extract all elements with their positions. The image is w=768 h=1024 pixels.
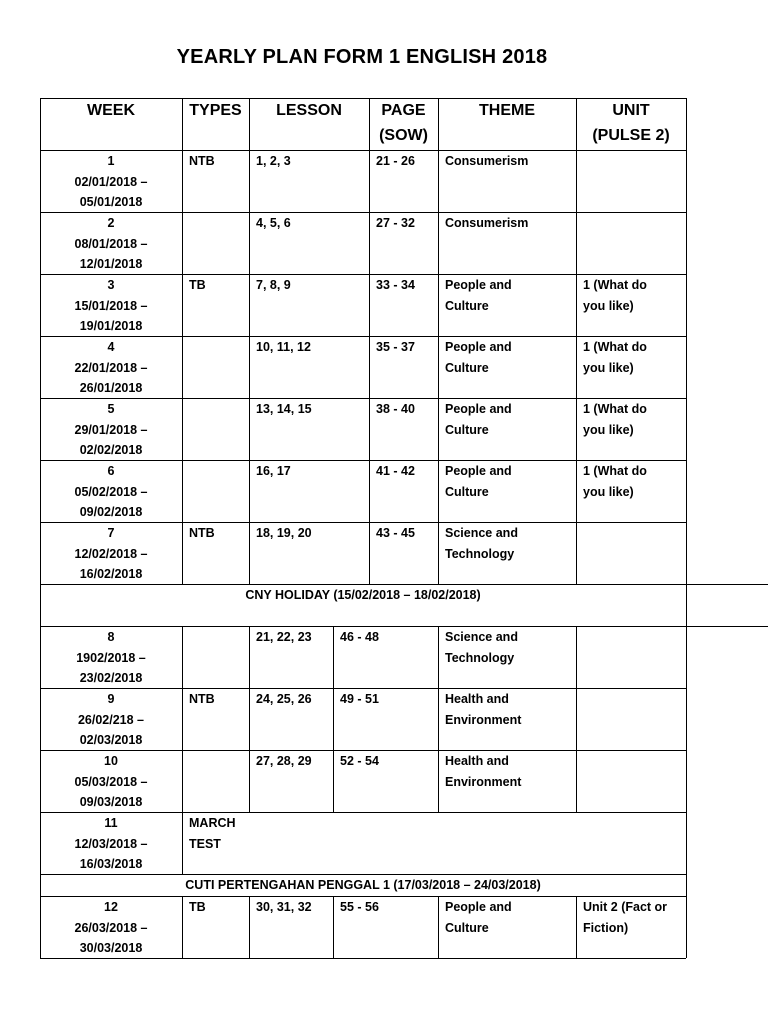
header-unit: UNIT (PULSE 2)	[592, 102, 670, 144]
week-cell: 4 22/01/2018 – 26/01/2018	[74, 340, 148, 395]
theme-cell: People and Culture	[445, 340, 512, 375]
table-border-right	[686, 98, 687, 958]
week-cell: 1 02/01/2018 – 05/01/2018	[74, 154, 148, 209]
types-cell: NTB	[189, 692, 215, 706]
types-cell: MARCH TEST	[189, 816, 236, 851]
page-cell: 21 - 26	[376, 154, 415, 168]
page-cell: 38 - 40	[376, 402, 415, 416]
holiday-banner-cny: CNY HOLIDAY (15/02/2018 – 18/02/2018)	[245, 588, 481, 602]
col-border	[438, 626, 439, 812]
page-cell: 43 - 45	[376, 526, 415, 540]
col-border	[182, 626, 183, 874]
week-cell: 11 12/03/2018 – 16/03/2018	[74, 816, 148, 871]
col-border	[333, 626, 334, 812]
week-cell: 3 15/01/2018 – 19/01/2018	[74, 278, 148, 333]
header-week: WEEK	[87, 102, 135, 119]
page-cell: 46 - 48	[340, 630, 379, 644]
page-cell: 35 - 37	[376, 340, 415, 354]
col-border	[438, 98, 439, 584]
week-cell: 9 26/02/218 – 02/03/2018	[77, 692, 145, 747]
col-border	[576, 98, 577, 584]
lesson-cell: 21, 22, 23	[256, 630, 312, 644]
col-border	[576, 896, 577, 958]
lesson-cell: 1, 2, 3	[256, 154, 291, 168]
types-cell: TB	[189, 278, 206, 292]
theme-cell: People and Culture	[445, 278, 512, 313]
col-border	[182, 896, 183, 958]
lesson-cell: 7, 8, 9	[256, 278, 291, 292]
types-cell: NTB	[189, 526, 215, 540]
unit-cell: 1 (What do you like)	[583, 340, 647, 375]
page-cell: 55 - 56	[340, 900, 379, 914]
col-border	[249, 896, 250, 958]
col-border	[438, 896, 439, 958]
lesson-cell: 30, 31, 32	[256, 900, 312, 914]
theme-cell: Consumerism	[445, 154, 529, 168]
document-title: YEARLY PLAN FORM 1 ENGLISH 2018	[176, 46, 548, 68]
theme-cell: People and Culture	[445, 900, 512, 935]
types-cell: TB	[189, 900, 206, 914]
col-border	[182, 98, 183, 584]
col-border	[369, 98, 370, 584]
lesson-cell: 10, 11, 12	[256, 340, 311, 354]
lesson-cell: 18, 19, 20	[256, 526, 312, 540]
page-cell: 52 - 54	[340, 754, 379, 768]
header-theme: THEME	[479, 102, 535, 119]
col-border	[333, 896, 334, 958]
lesson-cell: 13, 14, 15	[256, 402, 312, 416]
holiday-banner-midterm: CUTI PERTENGAHAN PENGGAL 1 (17/03/2018 – 24/03/2018)	[185, 878, 541, 892]
theme-cell: Health and Environment	[445, 754, 522, 789]
theme-cell: Health and Environment	[445, 692, 522, 727]
col-border	[576, 626, 577, 812]
page-cell: 41 - 42	[376, 464, 415, 478]
week-cell: 5 29/01/2018 – 02/02/2018	[74, 402, 148, 457]
theme-cell: People and Culture	[445, 402, 512, 437]
theme-cell: Science and Technology	[445, 526, 518, 561]
unit-cell: 1 (What do you like)	[583, 402, 647, 437]
page-cell: 49 - 51	[340, 692, 379, 706]
unit-cell: 1 (What do you like)	[583, 464, 647, 499]
col-border	[249, 626, 250, 812]
week-cell: 12 26/03/2018 – 30/03/2018	[74, 900, 148, 955]
theme-cell: People and Culture	[445, 464, 512, 499]
types-cell: NTB	[189, 154, 215, 168]
lesson-cell: 4, 5, 6	[256, 216, 291, 230]
page-cell: 33 - 34	[376, 278, 415, 292]
week-cell: 6 05/02/2018 – 09/02/2018	[74, 464, 148, 519]
header-lesson: LESSON	[276, 102, 342, 119]
unit-cell: Unit 2 (Fact or Fiction)	[583, 900, 668, 935]
week-cell: 8 1902/2018 – 23/02/2018	[76, 630, 146, 685]
week-cell: 2 08/01/2018 – 12/01/2018	[74, 216, 148, 271]
header-types: TYPES	[189, 102, 242, 119]
week-cell: 7 12/02/2018 – 16/02/2018	[74, 526, 148, 581]
lesson-cell: 24, 25, 26	[256, 692, 312, 706]
unit-cell: 1 (What do you like)	[583, 278, 647, 313]
week-cell: 10 05/03/2018 – 09/03/2018	[74, 754, 148, 809]
col-border	[249, 98, 250, 584]
header-page: PAGE (SOW)	[379, 102, 428, 144]
lesson-cell: 27, 28, 29	[256, 754, 312, 768]
lesson-cell: 16, 17	[256, 464, 291, 478]
page-cell: 27 - 32	[376, 216, 415, 230]
theme-cell: Science and Technology	[445, 630, 518, 665]
theme-cell: Consumerism	[445, 216, 529, 230]
